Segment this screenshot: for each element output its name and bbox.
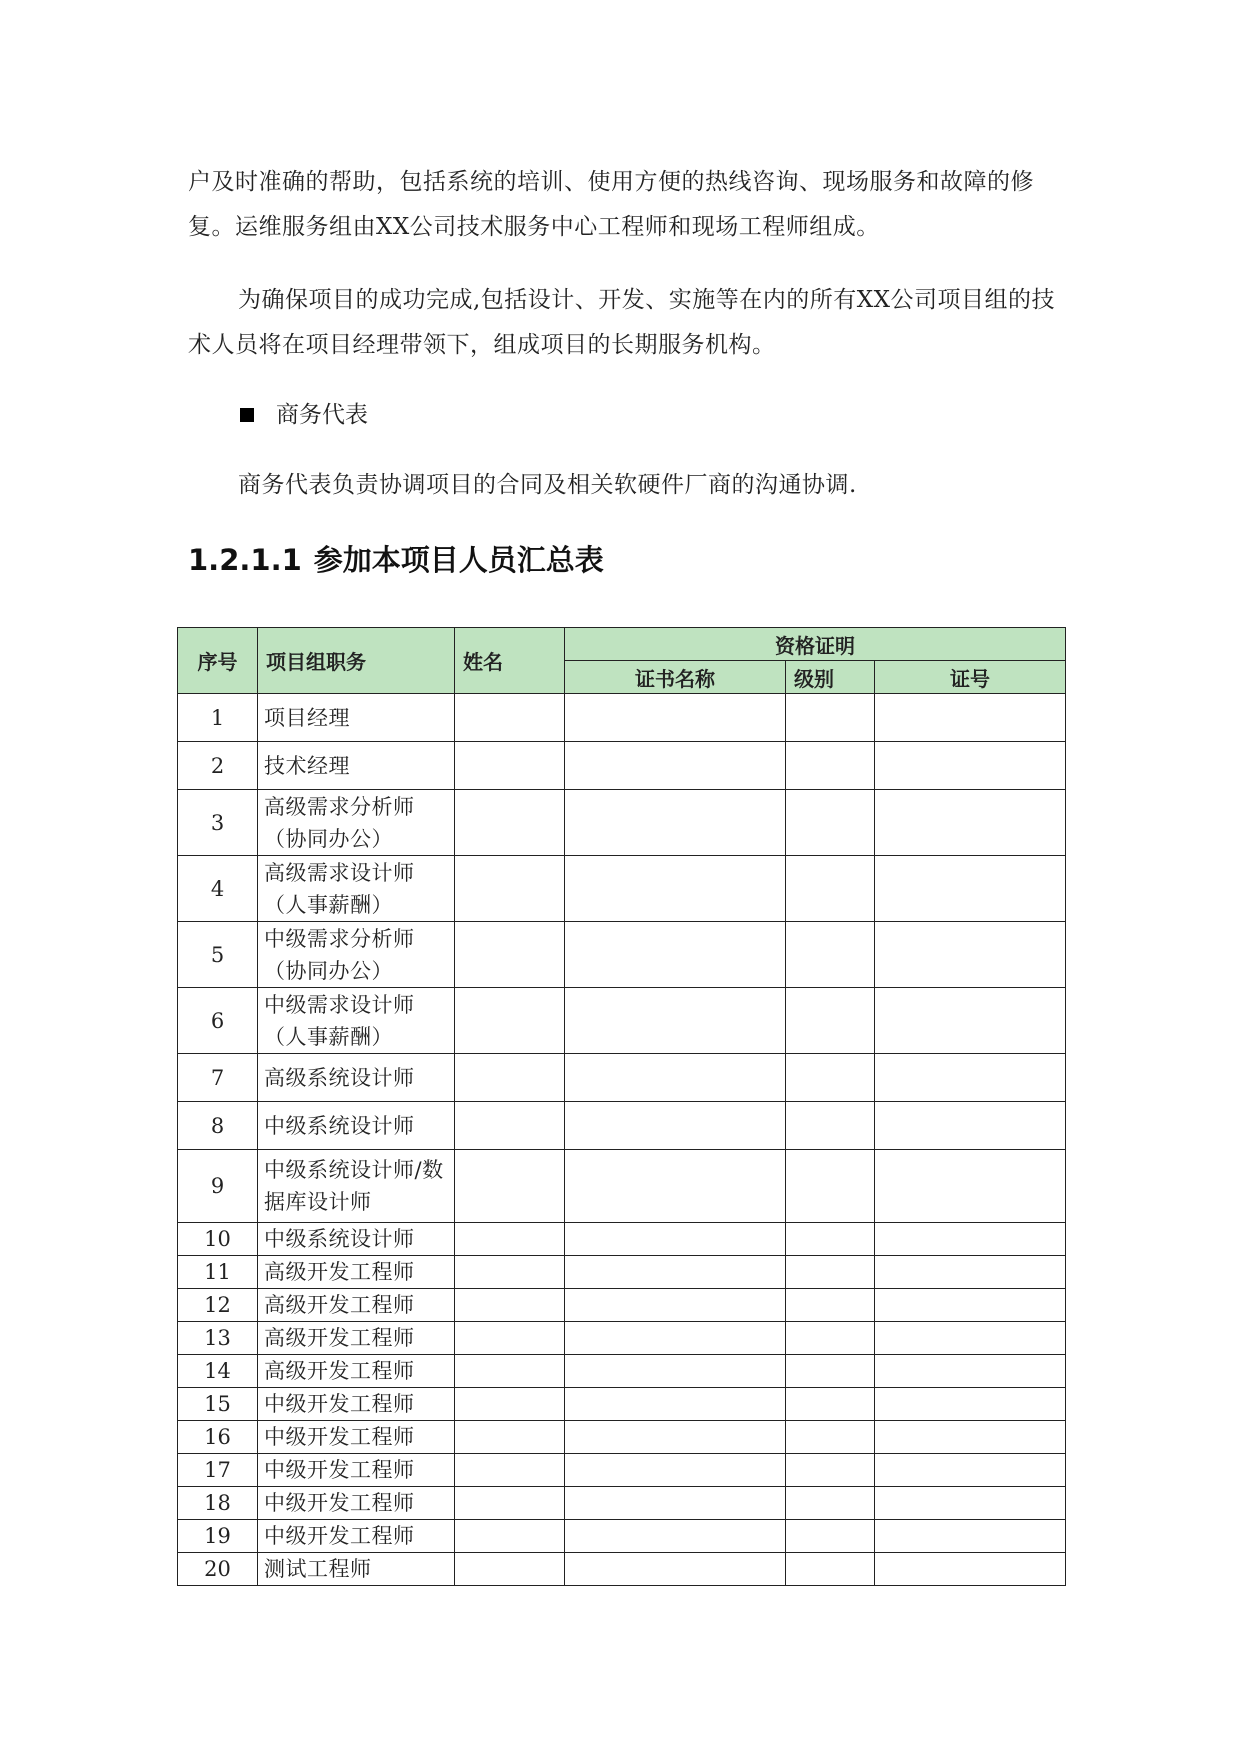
table-row: 1 项目经理 [178,694,1066,742]
table-row: 11 高级开发工程师 [178,1256,1066,1289]
black-square-icon [240,408,254,422]
header-cert-no: 证号 [875,661,1066,694]
table-row: 14 高级开发工程师 [178,1355,1066,1388]
header-level: 级别 [786,661,875,694]
table-row: 10 中级系统设计师 [178,1223,1066,1256]
table-row: 17 中级开发工程师 [178,1454,1066,1487]
table-row: 8 中级系统设计师 [178,1102,1066,1150]
table-row: 4 高级需求设计师（人事薪酬） [178,856,1066,922]
table-row: 18 中级开发工程师 [178,1487,1066,1520]
table-row: 15 中级开发工程师 [178,1388,1066,1421]
table-row: 9 中级系统设计师/数据库设计师 [178,1150,1066,1223]
paragraph-support: 户及时准确的帮助，包括系统的培训、使用方便的热线咨询、现场服务和故障的修复。运维服务组由XX公司技术服务中心工程师和现场工程师组成。 [188,169,1034,240]
header-name: 姓名 [455,628,565,694]
paragraph-service-org: 为确保项目的成功完成,包括设计、开发、实施等在内的所有XX公司项目组的技术人员将在项目经理带领下，组成项目的长期服务机构。 [188,287,1056,358]
table-row: 7 高级系统设计师 [178,1054,1066,1102]
table-row: 5 中级需求分析师（协同办公） [178,922,1066,988]
table-row: 13 高级开发工程师 [178,1322,1066,1355]
table-row: 12 高级开发工程师 [178,1289,1066,1322]
table-row: 19 中级开发工程师 [178,1520,1066,1553]
header-qualification: 资格证明 [565,628,1066,661]
table-row: 3 高级需求分析师（协同办公） [178,790,1066,856]
bullet-label: 商务代表 [276,402,368,428]
table-row: 20 测试工程师 [178,1553,1066,1586]
header-cert-name: 证书名称 [565,661,786,694]
table-row: 6 中级需求设计师（人事薪酬） [178,988,1066,1054]
section-title: 参加本项目人员汇总表 [313,543,604,577]
table-row: 2 技术经理 [178,742,1066,790]
personnel-summary-table [177,627,1066,1586]
header-role: 项目组职务 [258,628,455,694]
section-heading [188,540,604,580]
section-number: 1.2.1.1 [188,543,302,577]
table-row: 16 中级开发工程师 [178,1421,1066,1454]
paragraph-business-rep-desc: 商务代表负责协调项目的合同及相关软硬件厂商的沟通协调. [238,472,857,498]
header-no: 序号 [178,628,258,694]
table-header-row [178,628,1066,661]
bullet-business-rep [240,395,368,435]
